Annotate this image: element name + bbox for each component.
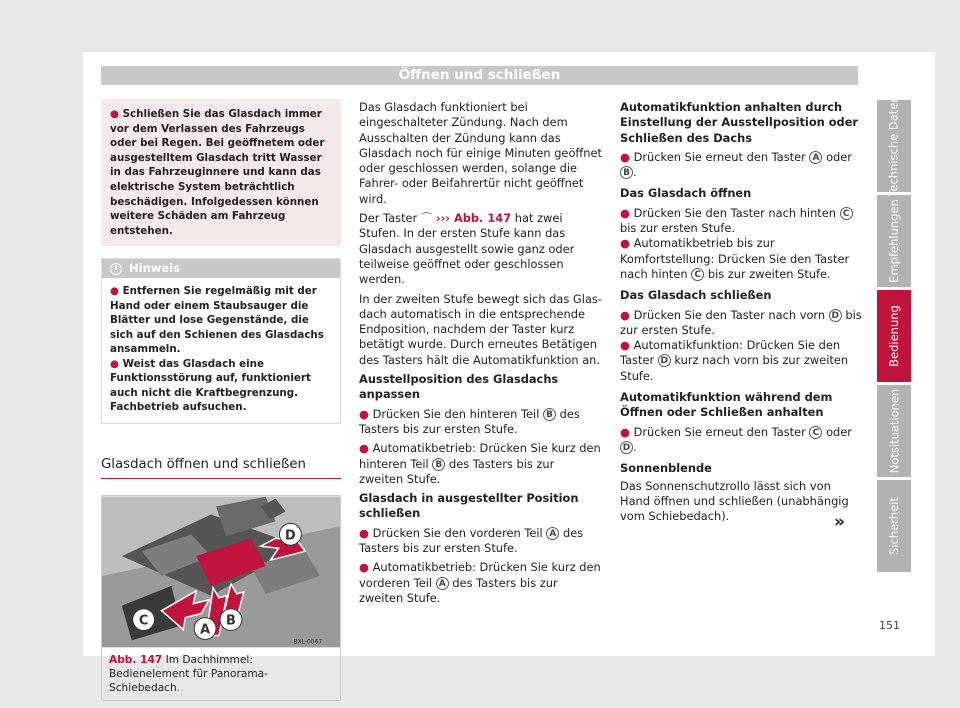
bullet-icon: ● xyxy=(620,205,634,220)
tab-bedienung[interactable] xyxy=(877,290,911,382)
paragraph-text: hat zwei Stufen. In der ersten Stufe kann das Glasdach ausgestellt sowie ganz oder teilweise geöffnet oder geschlossen werden. xyxy=(359,211,575,287)
bullet-text: Automatikfunktion: Drücken Sie den Taster xyxy=(620,338,841,368)
bullet-text: Automatikbetrieb bis zur Komfortstellung: Drücken Sie den Taster nach hinten xyxy=(620,236,850,281)
bullet-icon: ● xyxy=(110,285,123,298)
bullet-icon: ● xyxy=(359,525,373,540)
paragraph: Das Glasdach funktioniert bei eingeschalteter Zündung. Nach dem Ausschalten der Zündung kann das Glasdach noch für einige Minuten geöffnet oder geschlossen werden, solange die Fahrer- oder Beifahrertür nicht geöffnet wird. xyxy=(359,100,602,206)
paragraph: Das Sonnenschutzrollo lässt sich von Hand öffnen und schließen (unabhängig vom Schiebedach). xyxy=(620,478,849,524)
figure-code: BXL-0067 xyxy=(293,638,323,646)
label-c: C xyxy=(809,426,822,439)
tab-label: Bedienung xyxy=(887,305,902,367)
info-icon: i xyxy=(110,263,122,275)
note-body xyxy=(102,278,340,423)
tab-sicherheit[interactable] xyxy=(877,480,911,572)
note-header xyxy=(102,259,340,278)
tab-label: Notsituationen xyxy=(887,388,902,474)
tab-label: Sicherheit xyxy=(887,497,901,555)
label-a: A xyxy=(809,151,822,164)
paragraph: In der zweiten Stufe bewegt sich das Glasdach automatisch in die entsprechende Endposition, nachdem der Taster kurz betätigt wurde. Durch erneutes Betätigen des Tasters hält die Automatikfunktion an. xyxy=(359,291,602,367)
subheading: Das Glasdach schließen xyxy=(620,288,772,303)
bullet-text: oder xyxy=(826,424,852,439)
roof-control-illustration xyxy=(102,496,340,648)
bullet-text: Drücken Sie den hinteren Teil xyxy=(372,406,540,421)
label-b: B xyxy=(620,166,633,179)
bullet-text: Drücken Sie den vorderen Teil xyxy=(372,525,543,540)
bullet-icon: ● xyxy=(620,307,634,322)
label-d: D xyxy=(620,441,633,454)
warning-box xyxy=(101,99,341,246)
label-c: C xyxy=(840,207,853,220)
bullet-icon: ● xyxy=(620,424,634,439)
bullet-icon: ● xyxy=(110,108,119,120)
bullet-text: oder xyxy=(826,149,852,164)
section-title: Glasdach öffnen und schließen xyxy=(101,457,341,479)
figure-label-c: C xyxy=(138,613,149,629)
bullet-text: Drücken Sie den Taster nach vorn xyxy=(633,307,826,322)
subheading: Automatikfunktion anhalten durch Einstellung der Ausstellposition oder Schließen des Dachs xyxy=(620,100,859,145)
bullet-text: des Tasters bis zur zweiten Stufe. xyxy=(359,456,555,486)
right-column xyxy=(620,100,863,528)
continue-arrow-icon: » xyxy=(834,512,845,532)
bullet-item xyxy=(359,560,602,606)
paragraph-text: Der Taster xyxy=(359,211,418,226)
bullet-text: Automatikbetrieb: Drücken Sie kurz den vorderen Teil xyxy=(359,560,601,590)
left-column xyxy=(101,99,341,701)
caption-text: Im Dachhimmel: Bedienelement für Panorama-Schiebedach. xyxy=(109,654,268,695)
bullet-item xyxy=(359,441,602,487)
note-item-text: Weist das Glasdach eine Funktionsstörung auf, funktioniert auch nicht die Kraftbegrenzung. Fachbetrieb aufsuchen. xyxy=(110,357,311,414)
bullet-text: kurz nach vorn bis zur zweiten Stufe. xyxy=(620,353,849,383)
figure-link[interactable]: ››› Abb. 147 xyxy=(435,211,512,226)
label-b: B xyxy=(543,408,556,421)
bullet-text: bis zur zweiten Stufe. xyxy=(707,266,831,281)
chapter-tabs xyxy=(877,95,911,575)
label-d: D xyxy=(829,309,842,322)
note-title: Hinweis xyxy=(129,261,180,276)
label-a: A xyxy=(546,527,559,540)
bullet-text: des Tasters bis zur ersten Stufe. xyxy=(359,525,584,556)
bullet-item xyxy=(620,425,863,456)
note-item-text: Entfernen Sie regelmäßig mit der Hand oder einem Staubsauger die Blätter und lose Gegenstände, die sich auf den Schienen des Glasdachs ansammeln. xyxy=(110,285,324,356)
tab-label: Technische Daten xyxy=(887,95,902,197)
bullet-text: Drücken Sie erneut den Taster xyxy=(633,424,806,439)
bullet-icon: ● xyxy=(110,357,123,370)
bullet-text: des Tasters bis zur ersten Stufe. xyxy=(359,406,580,436)
subheading: Glasdach in ausgestellter Position schließen xyxy=(359,491,579,521)
bullet-text: . xyxy=(633,439,637,454)
bullet-item xyxy=(620,236,863,282)
switch-icon: ⌒ xyxy=(420,211,433,226)
bullet-icon: ● xyxy=(359,560,373,575)
tab-notsituationen[interactable] xyxy=(877,385,911,477)
tab-technische-daten[interactable] xyxy=(877,95,911,197)
middle-column xyxy=(359,100,602,610)
subheading: Das Glasdach öffnen xyxy=(620,186,752,201)
bullet-item xyxy=(620,150,863,181)
page-header: Öffnen und schließen xyxy=(101,66,858,85)
label-a: A xyxy=(436,577,449,590)
note-box xyxy=(101,258,341,424)
figure-label-a: A xyxy=(200,622,211,638)
bullet-icon: ● xyxy=(620,236,634,251)
label-c: C xyxy=(691,268,704,281)
paragraph xyxy=(359,211,602,287)
label-b: B xyxy=(432,458,445,471)
bullet-item xyxy=(359,407,602,438)
bullet-text: Drücken Sie erneut den Taster xyxy=(633,149,806,164)
bullet-icon: ● xyxy=(620,338,634,353)
subheading: Automatikfunktion während dem Öffnen oder Schließen anhalten xyxy=(620,390,833,420)
bullet-item xyxy=(620,308,863,339)
bullet-item xyxy=(359,526,602,557)
page-number: 151 xyxy=(879,619,900,632)
label-d: D xyxy=(658,354,671,367)
bullet-icon: ● xyxy=(359,406,373,421)
figure-label-b: B xyxy=(226,613,236,629)
bullet-text: Drücken Sie den Taster nach hinten xyxy=(633,205,837,220)
bullet-text: des Tasters bis zur zweiten Stufe. xyxy=(359,575,558,605)
warning-text: Schließen Sie das Glasdach immer vor dem Verlassen des Fahrzeugs oder bei Regen. Bei geöffnetem oder ausgestelltem Glasdach tritt Wasser in das Fahrzeuginnere und kann das elektrische System beträchtlich beschädigen. Infolgedessen können weitere Schäden am Fahrzeug entstehen. xyxy=(110,108,325,237)
bullet-text: . xyxy=(633,165,637,180)
bullet-text: bis zur ersten Stufe. xyxy=(620,221,735,236)
bullet-icon: ● xyxy=(620,149,634,164)
bullet-text: bis zur ersten Stufe. xyxy=(620,307,862,337)
figure-147 xyxy=(101,495,341,701)
tab-label: Empfehlungen xyxy=(887,199,901,283)
note-item xyxy=(110,357,332,415)
bullet-icon: ● xyxy=(359,441,373,456)
subheading: Sonnenblende xyxy=(620,461,712,476)
note-item xyxy=(110,284,332,357)
figure-label-d: D xyxy=(285,528,296,544)
caption-ref: Abb. 147 xyxy=(109,654,163,667)
tab-empfehlungen[interactable] xyxy=(877,195,911,287)
subheading: Ausstellposition des Glasdachs anpassen xyxy=(359,372,559,402)
bullet-text: Automatikbetrieb: Drücken Sie kurz den hinteren Teil xyxy=(359,441,601,471)
bullet-item xyxy=(620,338,863,384)
bullet-item xyxy=(620,206,863,237)
figure-caption xyxy=(102,648,340,700)
